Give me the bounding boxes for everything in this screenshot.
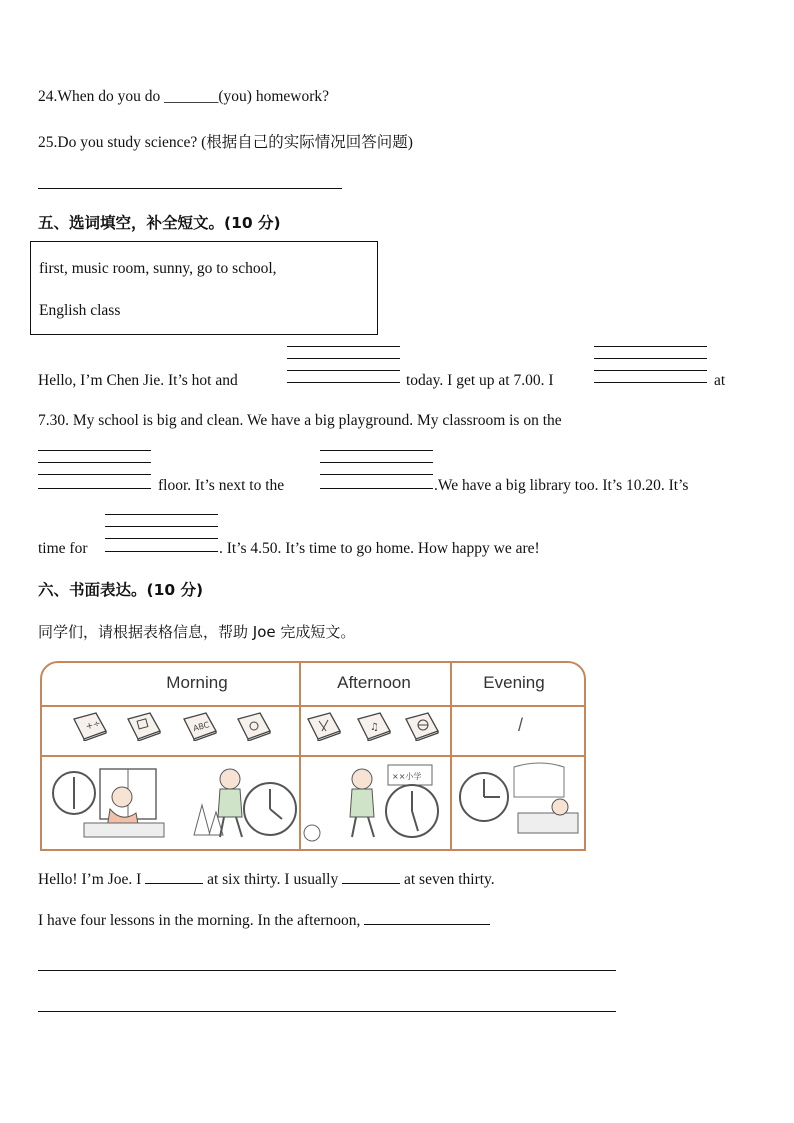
evening-no-class-mark: / <box>518 715 524 735</box>
blank-wakeup[interactable] <box>145 871 203 884</box>
blank-1-base <box>287 382 400 383</box>
sports-book-icon <box>404 711 440 741</box>
question-25: 25.Do you study science? (根据自己的实际情况回答问题) <box>38 134 413 151</box>
passage-line-1 <box>38 372 238 390</box>
blank-1[interactable] <box>287 346 400 394</box>
writing-line-1 <box>38 871 495 889</box>
blank-3[interactable] <box>38 450 151 486</box>
section-6-heading: 六、书面表达。(10 分) <box>38 581 204 599</box>
bed-icon <box>84 823 164 837</box>
word-bank-box <box>30 241 378 335</box>
music-book-icon <box>236 711 272 741</box>
music-note-book-icon <box>356 711 392 741</box>
writing-1a: Hello! I’m Joe. I <box>38 871 142 888</box>
blank-5[interactable] <box>105 514 218 550</box>
abc-book-icon <box>182 711 218 741</box>
blank-4[interactable] <box>320 450 433 486</box>
blank-4-base <box>320 488 433 489</box>
passage-4b: . It’s 4.50. It’s time to go home. How happy we are! <box>219 540 540 557</box>
clock-icon <box>53 772 95 814</box>
section-6-instruction: 同学们，请根据表格信息，帮助 Joe 完成短文。 <box>38 623 356 641</box>
math-book-icon <box>72 711 108 741</box>
blank-school[interactable] <box>342 871 400 884</box>
column-afternoon: Afternoon <box>337 673 411 692</box>
passage-3a: floor. It’s next to the <box>158 477 285 494</box>
question-24: 24.When do you do _______(you) homework? <box>38 88 330 105</box>
answer-line-25[interactable] <box>38 188 342 189</box>
writing-answer-line-1[interactable] <box>38 970 616 971</box>
science-book-icon <box>306 711 342 741</box>
blank-2-base <box>594 382 707 383</box>
writing-line-2 <box>38 912 490 930</box>
section-5-heading: 五、选词填空，补全短文。(10 分) <box>38 214 281 232</box>
blank-afternoon[interactable] <box>364 912 490 925</box>
passage-3b: .We have a big library too. It’s 10.20. It’s <box>434 477 689 494</box>
svg-text:♫: ♫ <box>370 722 379 733</box>
writing-1c: at seven thirty. <box>403 871 495 888</box>
blank-3-base <box>38 488 151 489</box>
schedule-pictures <box>44 757 584 849</box>
puzzle-book-icon <box>126 711 162 741</box>
schedule-table <box>40 661 586 851</box>
svg-text:ABC: ABC <box>192 720 211 734</box>
word-bank-line-2: English class <box>39 302 121 319</box>
passage-1b: today. I get up at 7.00. I <box>406 372 554 389</box>
passage-1a: Hello, I’m Chen Jie. It’s hot and <box>38 372 238 389</box>
writing-answer-line-2[interactable] <box>38 1011 616 1012</box>
passage-line-2: 7.30. My school is big and clean. We have a big playground. My classroom is on the <box>38 412 562 429</box>
passage-1c: at <box>714 372 726 389</box>
passage-4a: time for <box>38 540 88 557</box>
column-evening: Evening <box>483 673 545 692</box>
column-morning: Morning <box>166 673 228 692</box>
school-sign: ××小学 <box>392 772 422 781</box>
word-bank-line-1: first, music room, sunny, go to school, <box>39 260 277 277</box>
blank-5-base <box>105 551 218 552</box>
blank-2[interactable] <box>594 346 707 382</box>
writing-2a: I have four lessons in the morning. In the afternoon, <box>38 912 361 929</box>
writing-1b: at six thirty. I usually <box>207 871 339 888</box>
svg-text:+÷: +÷ <box>84 718 102 733</box>
